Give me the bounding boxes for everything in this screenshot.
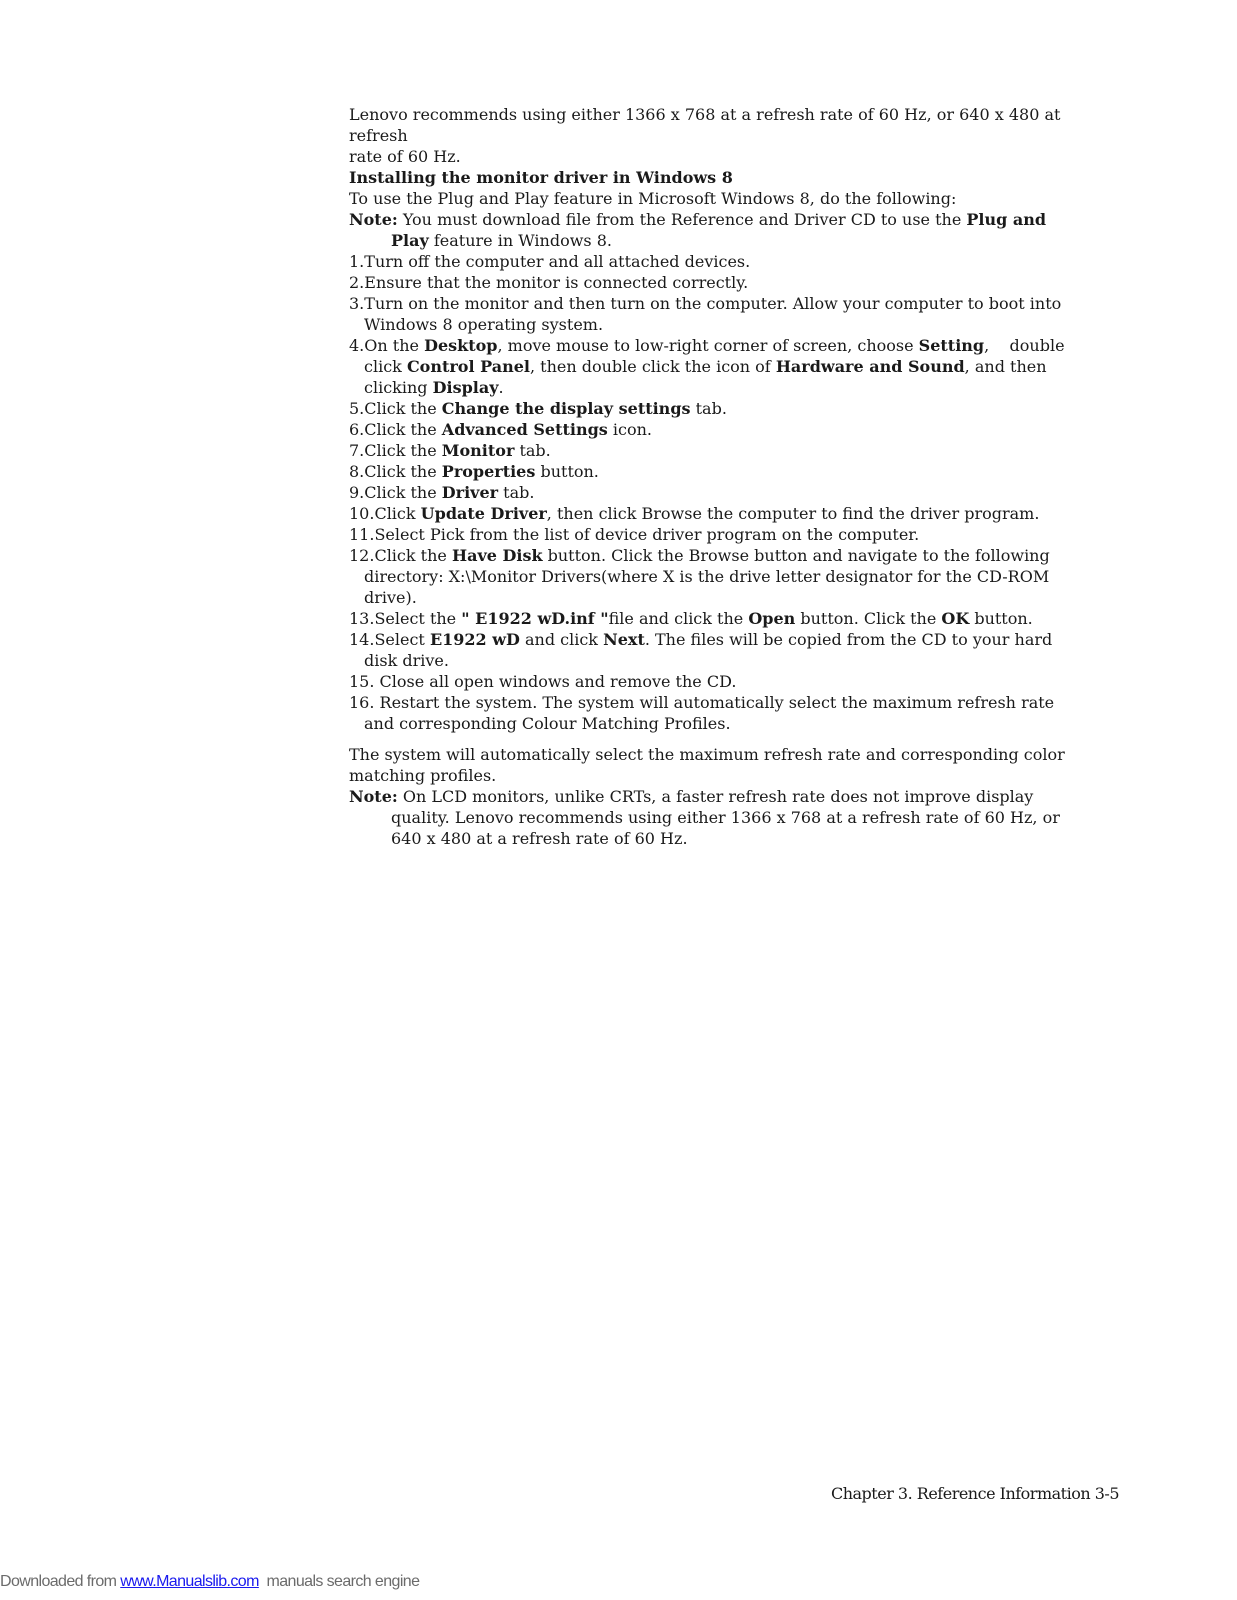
step-7: [349, 440, 1079, 461]
note-lcd: [349, 786, 1079, 849]
step-text: button. Click the Browse button and navigate to the following directory: X:\Monitor Drivers(where X is the drive letter designator for the CD-ROM drive).: [364, 546, 1050, 607]
step-text: , and then clicking: [364, 357, 1047, 397]
step-bold: E1922 wD: [429, 630, 520, 649]
step-text: button.: [535, 462, 599, 481]
step-bold: Have Disk: [451, 546, 543, 565]
step-bold: Open: [748, 609, 796, 628]
step-text: icon.: [607, 420, 652, 439]
step-text: tab.: [690, 399, 727, 418]
download-suffix: manuals search engine: [258, 1573, 420, 1590]
step-text: file and click the: [608, 609, 749, 628]
step-text: tab.: [498, 483, 535, 502]
step-text: 4.On the: [349, 336, 425, 355]
step-5: [349, 398, 1079, 419]
step-12: [349, 545, 1079, 608]
step-bold: Next: [603, 630, 645, 649]
step-bold: Properties: [441, 462, 536, 481]
step-text: .: [498, 378, 504, 397]
step-10: [349, 503, 1079, 524]
intro-line-2: rate of 60 Hz.: [349, 147, 461, 166]
step-8: [349, 461, 1079, 482]
step-15: 15. Close all open windows and remove the CD.: [349, 672, 737, 691]
manualslib-link[interactable]: www.Manualslib.com: [120, 1573, 259, 1590]
step-text: 13.Select the: [349, 609, 462, 628]
step-2: 2.Ensure that the monitor is connected correctly.: [349, 273, 749, 292]
download-prefix: Downloaded from: [0, 1573, 121, 1590]
step-text: button. Click the: [795, 609, 942, 628]
note-label: Note:: [349, 787, 398, 806]
step-text: and click: [519, 630, 604, 649]
step-text: , then click Browse the computer to find the driver program.: [546, 504, 1040, 523]
step-bold: Advanced Settings: [441, 420, 608, 439]
step-11: 11.Select Pick from the list of device driver program on the computer.: [349, 525, 920, 544]
step-bold: Monitor: [441, 441, 515, 460]
step-bold: " E1922 wD.inf ": [461, 609, 609, 628]
intro-line-1: Lenovo recommends using either 1366 x 768 at a refresh rate of 60 Hz, or 640 x 480 at refresh: [349, 105, 1061, 145]
step-4: [349, 335, 1079, 398]
step-bold: Control Panel: [406, 357, 530, 376]
step-text: 8.Click the: [349, 462, 442, 481]
step-text: tab.: [514, 441, 551, 460]
step-6: [349, 419, 1079, 440]
step-text: , move mouse to low-right corner of screen, choose: [497, 336, 919, 355]
note-bold: Plug and Play: [391, 210, 1047, 250]
step-text: 6.Click the: [349, 420, 442, 439]
step-bold: Update Driver: [420, 504, 547, 523]
step-bold: Display: [432, 378, 499, 397]
note-text: feature in Windows 8.: [428, 231, 612, 250]
page-footer: Chapter 3. Reference Information 3-5: [830, 1484, 1119, 1503]
note-label: Note:: [349, 210, 398, 229]
step-text: 10.Click: [349, 504, 421, 523]
step-9: [349, 482, 1079, 503]
step-bold: Hardware and Sound: [775, 357, 965, 376]
step-bold: Driver: [441, 483, 499, 502]
note-download: [349, 209, 1079, 251]
step-3: 3.Turn on the monitor and then turn on the computer. Allow your computer to boot into Windows 8 operating system.: [349, 294, 1062, 334]
step-13: [349, 608, 1079, 629]
download-banner: [0, 1573, 419, 1591]
step-text: 7.Click the: [349, 441, 442, 460]
step-bold: Change the display settings: [441, 399, 691, 418]
step-text: 12.Click the: [349, 546, 452, 565]
step-1: 1.Turn off the computer and all attached devices.: [349, 252, 751, 271]
step-text: . The files will be copied from the CD to your hard disk drive.: [364, 630, 1053, 670]
note-text: You must download file from the Reference and Driver CD to use the: [397, 210, 967, 229]
section-heading: Installing the monitor driver in Windows 8: [349, 168, 733, 187]
step-bold: OK: [941, 609, 970, 628]
step-bold: Setting: [918, 336, 985, 355]
document-body: [349, 104, 1079, 849]
step-text: , double click: [364, 336, 1070, 376]
step-16: 16. Restart the system. The system will automatically select the maximum refresh rate and corresponding Colour Matching Profiles.: [349, 693, 1055, 733]
step-text: 9.Click the: [349, 483, 442, 502]
note-text: On LCD monitors, unlike CRTs, a faster refresh rate does not improve display quality. Lenovo recommends using either 1366 x 768 at a refresh rate of 60 Hz, or 640 x 480 at a refresh rate of 60 Hz.: [391, 787, 1060, 848]
step-text: 5.Click the: [349, 399, 442, 418]
step-text: , then double click the icon of: [529, 357, 776, 376]
step-text: 14.Select: [349, 630, 430, 649]
lead-text: To use the Plug and Play feature in Microsoft Windows 8, do the following:: [349, 189, 957, 208]
step-text: button.: [969, 609, 1033, 628]
step-14: [349, 629, 1079, 671]
summary-text: The system will automatically select the maximum refresh rate and corresponding color matching profiles.: [349, 745, 1065, 785]
step-bold: Desktop: [424, 336, 498, 355]
